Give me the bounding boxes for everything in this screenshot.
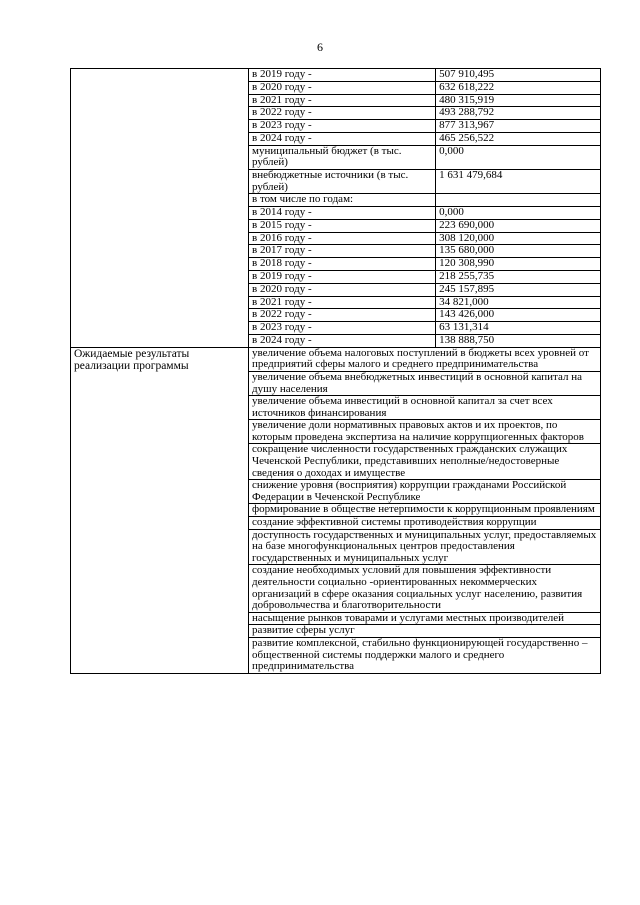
funding-period-label: в 2023 году -: [249, 322, 436, 335]
expected-result-text: развитие сферы услуг: [249, 625, 600, 638]
funding-amount: 0,000: [436, 206, 600, 219]
result-row: [249, 396, 600, 420]
funding-period-label: в 2022 году -: [249, 107, 436, 120]
funding-amount: 63 131,314: [436, 322, 600, 335]
expected-result-text: доступность государственных и муниципальных услуг, предоставляемых на базе многофункциональных центров предоставления государственных и муниципальных услуг: [249, 529, 600, 565]
funding-amount: 507 910,495: [436, 69, 600, 81]
expected-result-text: насыщение рынков товарами и услугами местных производителей: [249, 612, 600, 625]
expected-result-text: увеличение объема внебюджетных инвестиций в основной капитал на душу населения: [249, 371, 600, 395]
funding-amount: 223 690,000: [436, 219, 600, 232]
funding-period-label: в 2019 году -: [249, 69, 436, 81]
expected-result-text: сокращение численности государственных гражданских служащих Чеченской Республики, представивших неполные/недостоверные сведения о доходах и имуществе: [249, 444, 600, 480]
result-row: [249, 565, 600, 612]
funding-row-item: [249, 81, 600, 94]
funding-row-item: [249, 258, 600, 271]
funding-amount: 135 680,000: [436, 245, 600, 258]
funding-row-item: [249, 107, 600, 120]
result-row: [249, 637, 600, 672]
result-row: [249, 612, 600, 625]
funding-period-label: в 2015 году -: [249, 219, 436, 232]
expected-result-text: создание необходимых условий для повышения эффективности деятельности социально -ориентированных некоммерческих организаций в сфере оказания социальных услуг населению, развития добровольчества и благотворительности: [249, 565, 600, 612]
expected-result-text: создание эффективной системы противодействия коррупции: [249, 517, 600, 530]
funding-row-item: [249, 334, 600, 346]
funding-row-item: [249, 120, 600, 133]
funding-row-item: [249, 219, 600, 232]
funding-period-label: в 2021 году -: [249, 296, 436, 309]
results-content-cell: [249, 347, 601, 673]
funding-period-label: в 2024 году -: [249, 132, 436, 145]
expected-result-text: увеличение объема налоговых поступлений в бюджеты всех уровней от предприятий сферы малого и среднего предпринимательства: [249, 348, 600, 372]
funding-row-item: [249, 94, 600, 107]
funding-row-item: [249, 270, 600, 283]
result-row: [249, 444, 600, 480]
funding-period-label: в 2020 году -: [249, 81, 436, 94]
expected-result-text: развитие комплексной, стабильно функционирующей государственно – общественной системы поддержки малого и среднего предпринимательства: [252, 636, 588, 673]
funding-period-label: муниципальный бюджет (в тыс. рублей): [249, 145, 436, 169]
funding-row-item: [249, 232, 600, 245]
funding-content-cell: [249, 69, 601, 348]
result-row: [249, 517, 600, 530]
funding-row-item: [249, 169, 600, 193]
expected-result-text: увеличение доли нормативных правовых актов и их проектов, по которым проведена экспертиза на наличие коррупциогенных факторов: [249, 420, 600, 444]
funding-amount: 1 631 479,684: [436, 169, 600, 193]
funding-amount: [436, 194, 600, 207]
funding-period-label: в том числе по годам:: [249, 194, 436, 207]
funding-row-item: [249, 132, 600, 145]
funding-amount: 245 157,895: [436, 283, 600, 296]
result-row: [249, 625, 600, 638]
result-row: [249, 420, 600, 444]
funding-amount: 632 618,222: [436, 81, 600, 94]
funding-amount: 308 120,000: [436, 232, 600, 245]
funding-period-label: в 2014 году -: [249, 206, 436, 219]
results-row: [71, 347, 601, 673]
funding-period-label: в 2020 году -: [249, 283, 436, 296]
results-table: [249, 348, 600, 673]
result-row: [249, 480, 600, 504]
funding-amount: 138 888,750: [439, 334, 495, 346]
program-passport-table: [70, 68, 601, 674]
funding-amount: 480 315,919: [436, 94, 600, 107]
funding-row-item: [249, 309, 600, 322]
result-row: [249, 348, 600, 372]
funding-row-item: [249, 145, 600, 169]
expected-result-text: формирование в обществе нетерпимости к коррупционным проявлениям: [249, 504, 600, 517]
funding-row-item: [249, 322, 600, 335]
funding-amount: 877 313,967: [436, 120, 600, 133]
funding-period-label: в 2024 году -: [249, 334, 436, 346]
funding-period-label: в 2019 году -: [249, 270, 436, 283]
results-label: Ожидаемые результаты реализации программы: [74, 347, 190, 373]
funding-amount: 493 288,792: [436, 107, 600, 120]
funding-period-label: в 2021 году -: [249, 94, 436, 107]
funding-amount: 218 255,735: [436, 270, 600, 283]
funding-amount: 120 308,990: [436, 258, 600, 271]
funding-row: [71, 69, 601, 348]
funding-row-item: [249, 296, 600, 309]
expected-result-text: снижение уровня (восприятия) коррупции гражданами Российской Федерации в Чеченской Республике: [249, 480, 600, 504]
funding-row-item: [249, 283, 600, 296]
funding-row-item: [249, 245, 600, 258]
result-row: [249, 529, 600, 565]
funding-row-item: [249, 69, 600, 81]
funding-amount: 0,000: [436, 145, 600, 169]
funding-amount: 465 256,522: [436, 132, 600, 145]
expected-result-text: увеличение объема инвестиций в основной капитал за счет всех источников финансирования: [249, 396, 600, 420]
funding-row-item: [249, 194, 600, 207]
funding-period-label: внебюджетные источники (в тыс. рублей): [249, 169, 436, 193]
funding-amount: 143 426,000: [436, 309, 600, 322]
funding-label-cell: [71, 69, 249, 348]
funding-row-item: [249, 206, 600, 219]
result-row: [249, 504, 600, 517]
funding-period-label: в 2022 году -: [249, 309, 436, 322]
funding-table: [249, 69, 600, 347]
funding-period-label: в 2016 году -: [249, 232, 436, 245]
funding-period-label: в 2018 году -: [249, 258, 436, 271]
results-label-cell: [71, 347, 249, 673]
funding-period-label: в 2017 году -: [249, 245, 436, 258]
funding-amount: 34 821,000: [436, 296, 600, 309]
page-number: 6: [317, 40, 323, 54]
funding-period-label: в 2023 году -: [249, 120, 436, 133]
result-row: [249, 371, 600, 395]
